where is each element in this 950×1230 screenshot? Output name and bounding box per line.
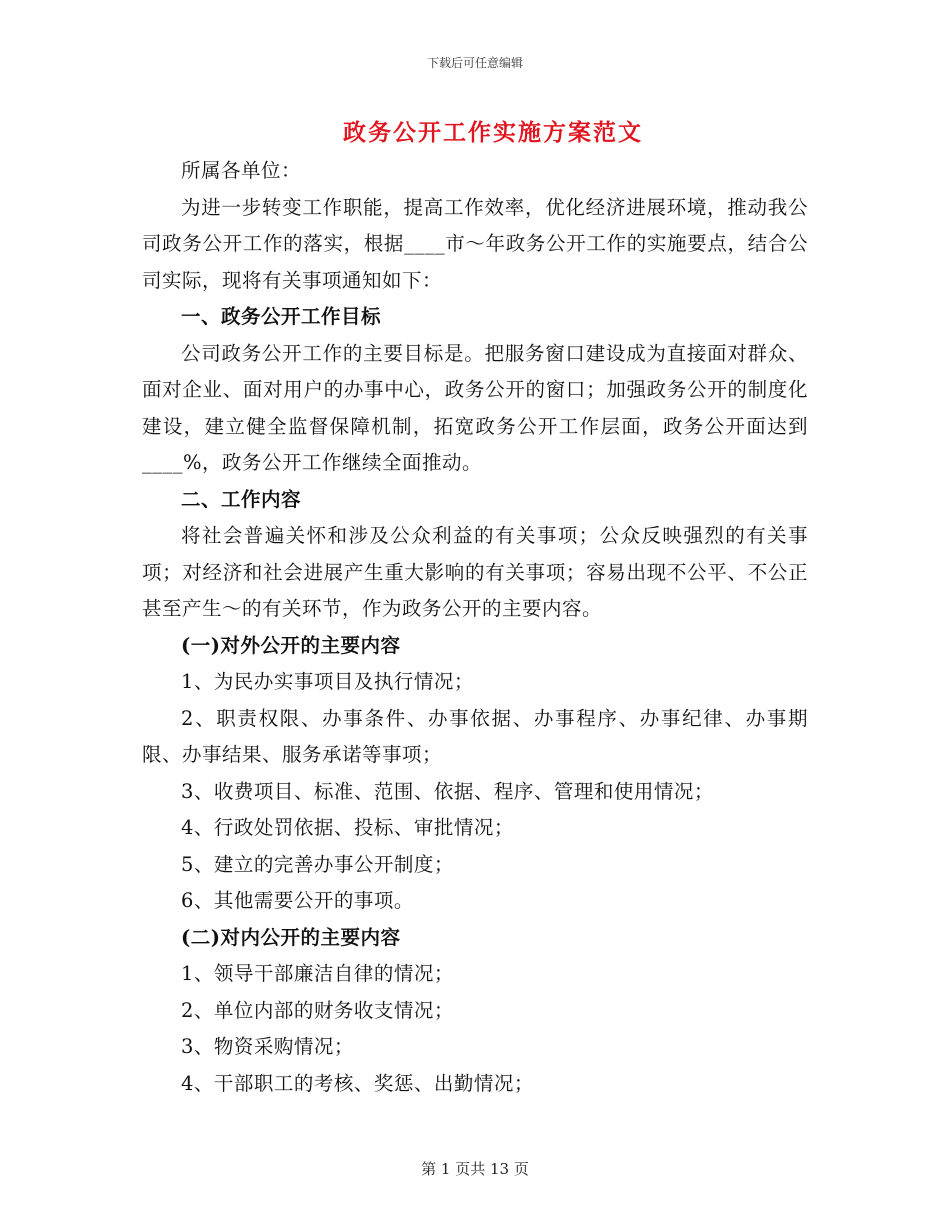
page-footer: 第 1 页共 13 页 — [421, 1160, 529, 1178]
page-header: 下载后可任意编辑 — [426, 56, 523, 70]
list-item: 2、单位内部的财务收支情况； — [181, 998, 454, 1022]
section-heading-2: 二、工作内容 — [181, 487, 302, 511]
list-item: 3、物资采购情况； — [181, 1035, 354, 1058]
document-body — [142, 153, 808, 1102]
subheading-external: (一)对外公开的主要内容 — [181, 633, 401, 657]
section-heading-1: 一、政务公开工作目标 — [181, 305, 382, 328]
content-paragraph: 将社会普遍关怀和涉及公众利益的有关事项；公众反映强烈的有关事项；对经济和社会进展产生重大影响的有关事项；容易出现不公平、不公正甚至产生～的有关环节，作为政务公开的主要内容。 — [142, 524, 808, 620]
list-item: 6、其他需要公开的事项。 — [181, 889, 414, 912]
list-item: 4、行政处罚依据、投标、审批情况； — [181, 816, 514, 839]
salutation: 所属各单位： — [181, 159, 302, 182]
list-item: 1、为民办实事项目及执行情况； — [181, 670, 474, 693]
subheading-internal: (二)对内公开的主要内容 — [181, 925, 401, 949]
list-item: 3、收费项目、标准、范围、依据、程序、管理和使用情况； — [181, 779, 714, 803]
list-item: 4、干部职工的考核、奖惩、出勤情况； — [181, 1071, 534, 1095]
document-title: 政务公开工作实施方案范文 — [343, 119, 643, 146]
list-item: 1、领导干部廉洁自律的情况； — [181, 962, 454, 985]
list-item: 5、建立的完善办事公开制度； — [181, 852, 454, 876]
goal-paragraph: 公司政务公开工作的主要目标是。把服务窗口建设成为直接面对群众、面对企业、面对用户的办事中心，政务公开的窗口；加强政务公开的制度化建设，建立健全监督保障机制，拓宽政务公开工作层面，政务公开面达到____%，政务公开工作继续全面推动。 — [142, 341, 808, 474]
list-item: 2、职责权限、办事条件、办事依据、办事程序、办事纪律、办事期限、办事结果、服务承诺等事项； — [142, 706, 808, 766]
intro-paragraph: 为进一步转变工作职能，提高工作效率，优化经济进展环境，推动我公司政务公开工作的落实，根据____市～年政务公开工作的实施要点，结合公司实际，现将有关事项通知如下： — [142, 195, 808, 292]
